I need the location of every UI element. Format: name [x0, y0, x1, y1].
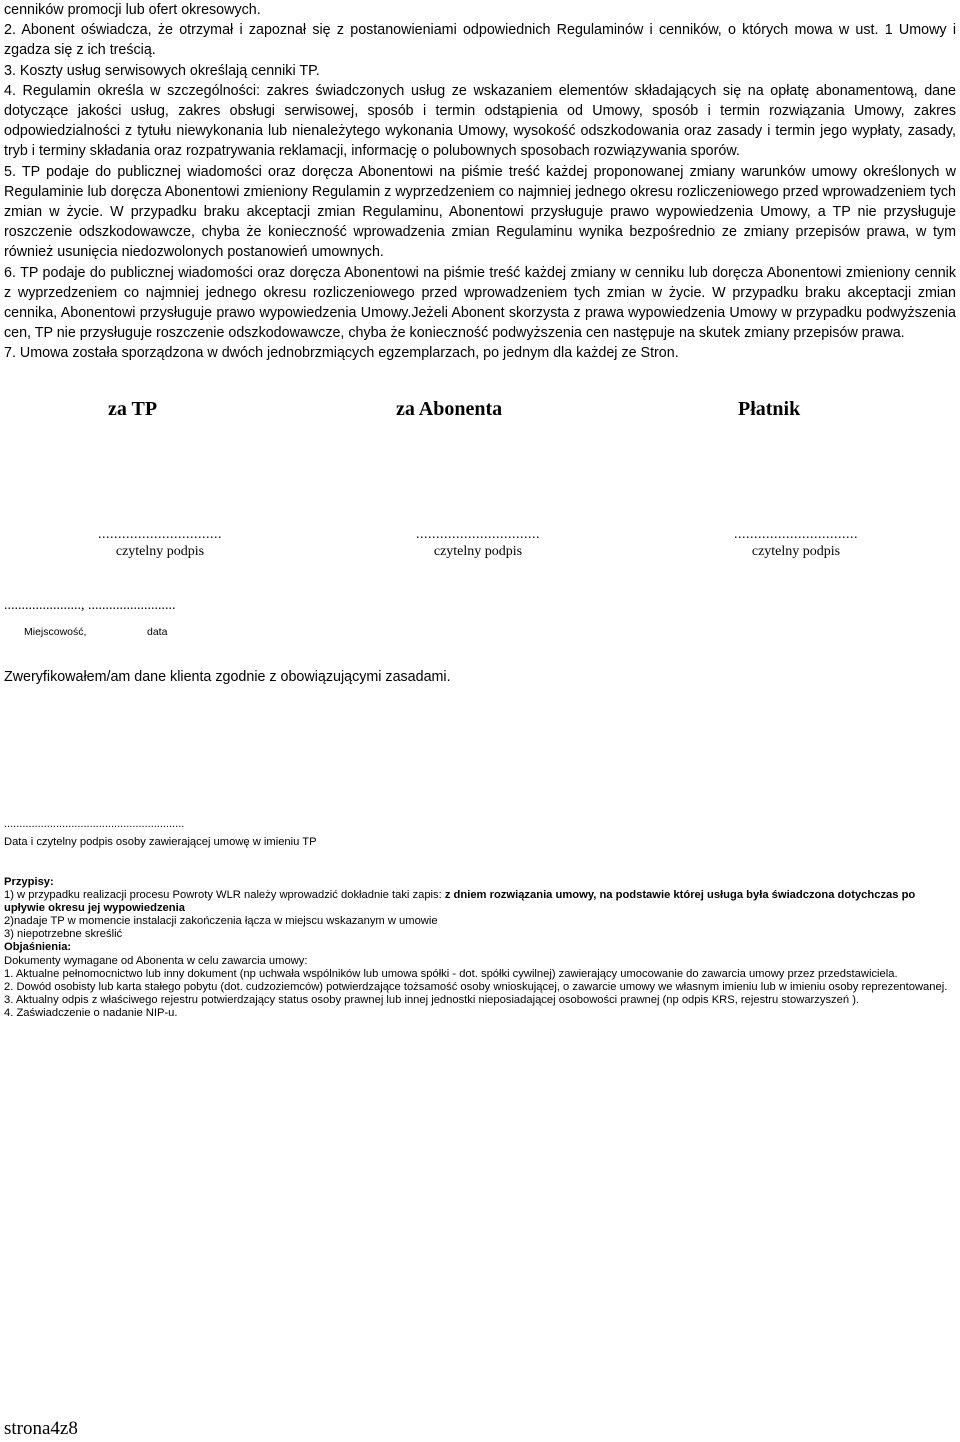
tp-signature-line[interactable]: ...........................................................	[4, 818, 185, 830]
document-item-4: 4. Zaświadczenie o nadanie NIP-u.	[4, 1006, 178, 1019]
clause-5: 5. TP podaje do publicznej wiadomości oraz doręcza Abonentowi na piśmie treść każdej proponowanej zmiany warunków umowy określonych w Regulaminie lub doręcza Abonentowi zmieniony Regulamin z wyprzedzeniem co najmniej jednego okresu rozliczeniowego przed wprowadzeniem tych zmian w życie. W przypadku braku akceptacji zmian Regulaminu, Abonentowi przysługuje prawo wypowiedzenia Umowy, a TP nie przysługuje roszczenie odszkodowawcze, chyba że konieczność wprowadzenia zmian Regulaminu wynika bezpośrednio ze zmiany przepisów prawa, w tym również usunięcia niedozwolonych postanowień umownych.	[4, 163, 956, 261]
signature-caption: czytelny podpis	[433, 544, 523, 559]
tp-signature-label: Data i czytelny podpis osoby zawierającej umowę w imieniu TP	[4, 836, 317, 848]
signature-line: ...............................	[416, 527, 540, 542]
footnote-1	[4, 889, 956, 915]
signature-field-abonent[interactable]	[368, 527, 588, 560]
verification-statement: Zweryfikowałem/am dane klienta zgodnie z obowiązującymi zasadami.	[4, 669, 451, 685]
signature-headings	[0, 398, 960, 428]
place-label: Miejscowość,	[24, 626, 87, 638]
footnotes	[4, 876, 956, 1020]
clause-2: 2. Abonent oświadcza, że otrzymał i zapoznał się z postanowieniami odpowiednich Regulaminów i cenników, o których mowa w ust. 1 Umowy i zgadza się z ich treścią.	[4, 22, 956, 59]
signature-heading-platnik: Płatnik	[738, 398, 801, 420]
page-number: strona4z8	[4, 1418, 78, 1439]
footnote-1-text: 1) w przypadku realizacji procesu Powroty WLR należy wprowadzić dokładnie taki zapis:	[4, 889, 445, 902]
document-item-3: 3. Aktualny odpis z właściwego rejestru potwierdzający status osoby prawnej lub innej jednostki nieposiadającej osobowości prawnej (np odpis KRS, rejestru stowarzyszeń ).	[4, 993, 860, 1006]
signature-field-platnik[interactable]	[686, 527, 906, 560]
date-label: data	[147, 626, 168, 638]
signature-caption: czytelny podpis	[751, 544, 841, 559]
contract-clauses	[4, 0, 956, 364]
clause-intro-continuation: cenników promocji lub ofert okresowych.	[4, 2, 261, 18]
clause-7: 7. Umowa została sporządzona w dwóch jednobrzmiących egzemplarzach, po jednym dla każdej ze Stron.	[4, 345, 679, 362]
document-item-2: 2. Dowód osobisty lub karta stałego pobytu (dot. cudzoziemców) potwierdzające tożsamość osoby wnioskującej, o zawarcie umowy we własnym imieniu lub w imieniu osoby reprezentowanej.	[4, 980, 948, 993]
signature-heading-tp: za TP	[108, 398, 158, 420]
clause-6: 6. TP podaje do publicznej wiadomości oraz doręcza Abonentowi na piśmie treść każdej zmiany w cenniku lub doręcza Abonentowi zmieniony cennik z wyprzedzeniem co najmniej jednego okresu rozliczeniowego przed wprowadzeniem tych zmian w życie. W przypadku braku akceptacji zmian cennika, Abonentowi przysługuje prawo wypowiedzenia Umowy.Jeżeli Abonent skorzysta z prawa wypowiedzenia Umowy w przypadku podwyższenia cen, TP nie przysługuje roszczenie odszkodowawcze, chyba że konieczność podwyższenia cen następuje na skutek zmiany przepisów prawa.	[4, 264, 956, 342]
explanations-title: Objaśnienia:	[4, 941, 72, 954]
footnote-1-bold: z dniem rozwiązania umowy, na podstawie której usługa była świadczona dotychczas po upływie okresu jej wypowiedzenia	[4, 889, 916, 915]
signature-heading-abonent: za Abonenta	[396, 398, 503, 420]
footnote-2: 2)nadaje TP w momencie instalacji zakończenia łącza w miejscu wskazanym w umowie	[4, 915, 438, 928]
signature-line: ...............................	[734, 527, 858, 542]
signature-caption: czytelny podpis	[115, 544, 205, 559]
document-item-1: 1. Aktualne pełnomocnictwo lub inny dokument (np uchwała wspólników lub umowa spółki - dot. spółki cywilnej) zawierający umocowanie do zawarcia umowy przez przedstawiciela.	[4, 967, 898, 980]
clause-3: 3. Koszty usług serwisowych określają cenniki TP.	[4, 62, 320, 79]
place-date-field[interactable]: ......................, .........................	[4, 598, 176, 613]
footnote-3: 3) niepotrzebne skreślić	[4, 928, 123, 941]
signature-line: ...............................	[98, 527, 222, 542]
clause-4: 4. Regulamin określa w szczególności: zakres świadczonych usług ze wskazaniem elementów składających się na opłatę abonamentową, dane dotyczące jakości usług, zakres obsługi serwisowej, sposób i termin odstąpienia od Umowy, sposób i termin rozwiązania Umowy, zakres odpowiedzialności z tytułu niewykonania lub nienależytego wykonania Umowy, wysokość odszkodowania oraz zasady i termin jego wypłaty, zasady, tryb i terminy składania oraz rozpatrywania reklamacji, informację o polubownych sposobach rozwiązywania sporów.	[4, 82, 956, 160]
documents-intro: Dokumenty wymagane od Abonenta w celu zawarcia umowy:	[4, 954, 308, 967]
footnotes-title: Przypisy:	[4, 876, 54, 888]
signature-field-tp[interactable]	[50, 527, 270, 560]
